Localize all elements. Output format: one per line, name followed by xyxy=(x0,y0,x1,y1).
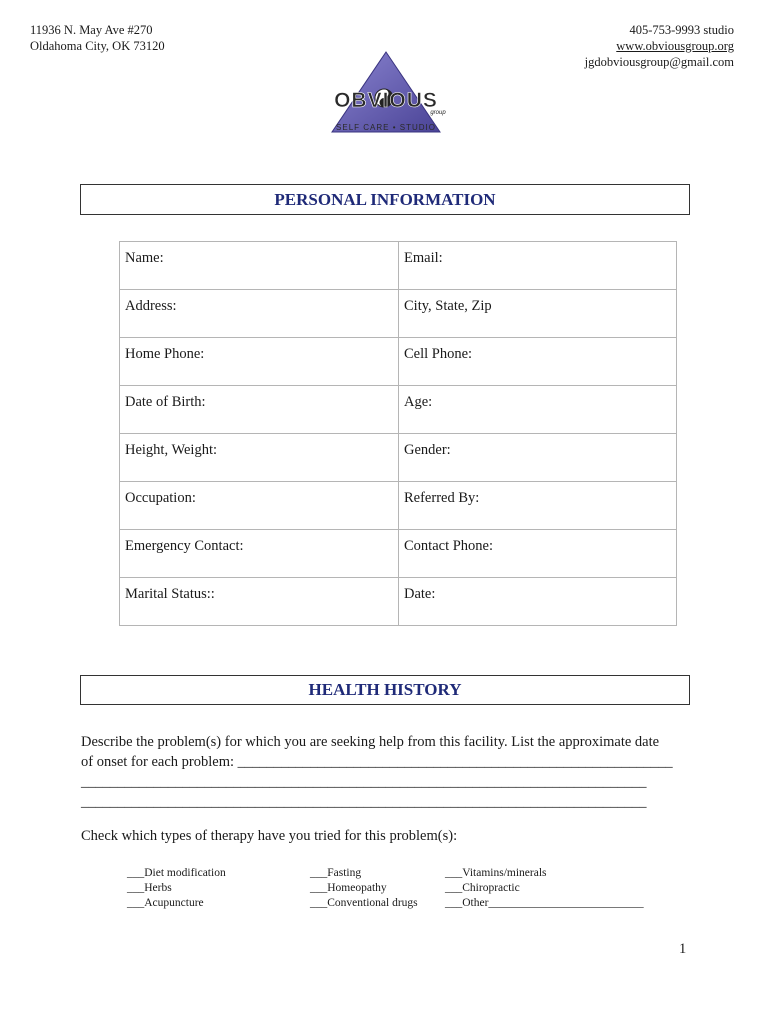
info-field-cell[interactable]: Date: xyxy=(399,578,677,626)
therapy-option[interactable]: ___Herbs xyxy=(127,882,172,894)
therapy-option[interactable]: ___Acupuncture xyxy=(127,897,204,909)
therapy-option[interactable]: ___Diet modification xyxy=(127,867,226,879)
info-field-cell[interactable]: Marital Status:: xyxy=(120,578,399,626)
personal-information-table xyxy=(119,241,677,626)
info-field-cell[interactable]: Referred By: xyxy=(399,482,677,530)
therapy-column-1 xyxy=(127,866,226,911)
info-row xyxy=(120,338,677,386)
info-row xyxy=(120,242,677,290)
logo-tagline: SELF CARE • STUDIO xyxy=(336,123,436,132)
problem-description-prompt xyxy=(81,732,701,772)
therapy-option[interactable]: ___Conventional drugs xyxy=(310,897,418,909)
health-history-heading: HEALTH HISTORY xyxy=(80,675,690,705)
obvious-group-logo xyxy=(310,50,462,134)
therapy-check-prompt: Check which types of therapy have you tried for this problem(s): xyxy=(81,828,458,844)
answer-blank-line-2[interactable]: ______________________________________________________________________________ xyxy=(81,794,647,810)
info-field-cell[interactable]: Gender: xyxy=(399,434,677,482)
info-row xyxy=(120,290,677,338)
info-field-cell[interactable]: City, State, Zip xyxy=(399,290,677,338)
studio-contact xyxy=(585,22,734,70)
info-row xyxy=(120,530,677,578)
therapy-option[interactable]: ___Vitamins/minerals xyxy=(445,867,547,879)
therapy-option[interactable]: ___Chiropractic xyxy=(445,882,520,894)
address-line-2: Oldahoma City, OK 73120 xyxy=(30,39,165,53)
info-field-cell[interactable]: Age: xyxy=(399,386,677,434)
therapy-option[interactable]: ___Fasting xyxy=(310,867,362,879)
therapy-option[interactable]: ___Homeopathy xyxy=(310,882,387,894)
description-line-2[interactable]: of onset for each problem: ____________________________________________________________ xyxy=(81,754,673,770)
info-field-cell[interactable]: Cell Phone: xyxy=(399,338,677,386)
info-row xyxy=(120,482,677,530)
info-field-cell[interactable]: Height, Weight: xyxy=(120,434,399,482)
info-field-cell[interactable]: Home Phone: xyxy=(120,338,399,386)
info-field-cell[interactable]: Address: xyxy=(120,290,399,338)
page-number: 1 xyxy=(679,941,687,957)
address-line-1: 11936 N. May Ave #270 xyxy=(30,23,153,37)
info-field-cell[interactable]: Contact Phone: xyxy=(399,530,677,578)
therapy-option[interactable]: ___Other___________________________ xyxy=(445,897,644,909)
therapy-column-2 xyxy=(310,866,418,911)
website-link[interactable]: www.obviousgroup.org xyxy=(616,39,734,53)
info-field-cell[interactable]: Name: xyxy=(120,242,399,290)
logo-small-text: group xyxy=(430,110,446,116)
info-row xyxy=(120,434,677,482)
info-field-cell[interactable]: Emergency Contact: xyxy=(120,530,399,578)
logo-wordmark: OBVIOUS xyxy=(334,89,438,112)
email-address: jgdobviousgroup@gmail.com xyxy=(584,55,734,69)
description-line-1: Describe the problem(s) for which you are seeking help from this facility. List the approximate date xyxy=(81,734,660,750)
info-field-cell[interactable]: Date of Birth: xyxy=(120,386,399,434)
studio-address xyxy=(30,22,165,54)
answer-blank-line-1[interactable]: ______________________________________________________________________________ xyxy=(81,774,647,790)
info-row xyxy=(120,386,677,434)
info-row xyxy=(120,578,677,626)
therapy-column-3 xyxy=(445,866,644,911)
personal-information-heading: PERSONAL INFORMATION xyxy=(80,184,690,215)
phone-number: 405-753-9993 studio xyxy=(629,23,734,37)
info-field-cell[interactable]: Occupation: xyxy=(120,482,399,530)
info-field-cell[interactable]: Email: xyxy=(399,242,677,290)
